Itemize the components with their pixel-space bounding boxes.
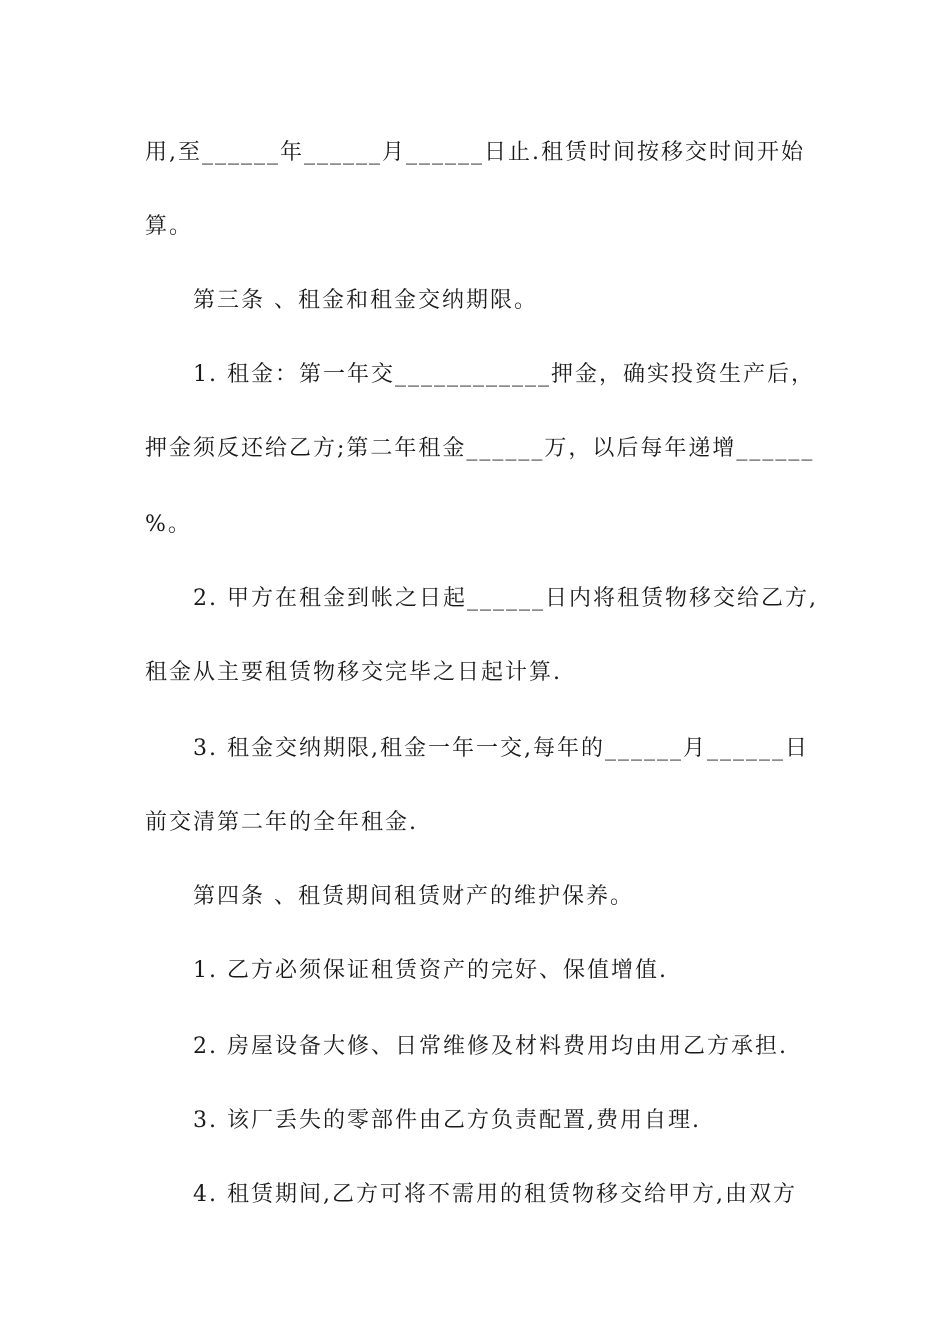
- clause-3-1-line-3: %。: [145, 512, 192, 537]
- article-4-heading: 第四条 、租赁期间租赁财产的维护保养。: [193, 884, 634, 909]
- clause-3-3-line-2: 前交清第二年的全年租金.: [145, 810, 418, 835]
- clause-4-3: 3. 该厂丢失的零部件由乙方负责配置,费用自理.: [193, 1108, 701, 1133]
- clause-3-3-line-1: 3. 租金交纳期限,租金一年一交,每年的______月______日: [193, 736, 809, 761]
- clause-4-2: 2. 房屋设备大修、日常维修及材料费用均由用乙方承担.: [193, 1034, 788, 1059]
- clause-3-2-line-2: 租金从主要租赁物移交完毕之日起计算.: [145, 660, 562, 685]
- clause-3-1-line-2: 押金须反还给乙方;第二年租金______万，以后每年递增______: [145, 436, 815, 461]
- clause-4-4-line-1: 4. 租赁期间,乙方可将不需用的租赁物移交给甲方,由双方: [193, 1182, 797, 1207]
- clause-3-1-line-1: 1. 租金：第一年交____________押金，确实投资生产后，: [193, 362, 815, 387]
- clause-4-1: 1. 乙方必须保证租赁资产的完好、保值增值.: [193, 958, 668, 983]
- text-line-1: 用,至______年______月______日止.租赁时间按移交时间开始: [145, 140, 805, 165]
- article-3-heading: 第三条 、租金和租金交纳期限。: [193, 288, 538, 313]
- clause-3-2-line-1: 2. 甲方在租金到帐之日起______日内将租赁物移交给乙方,: [193, 586, 818, 611]
- text-line-2: 算。: [145, 214, 194, 239]
